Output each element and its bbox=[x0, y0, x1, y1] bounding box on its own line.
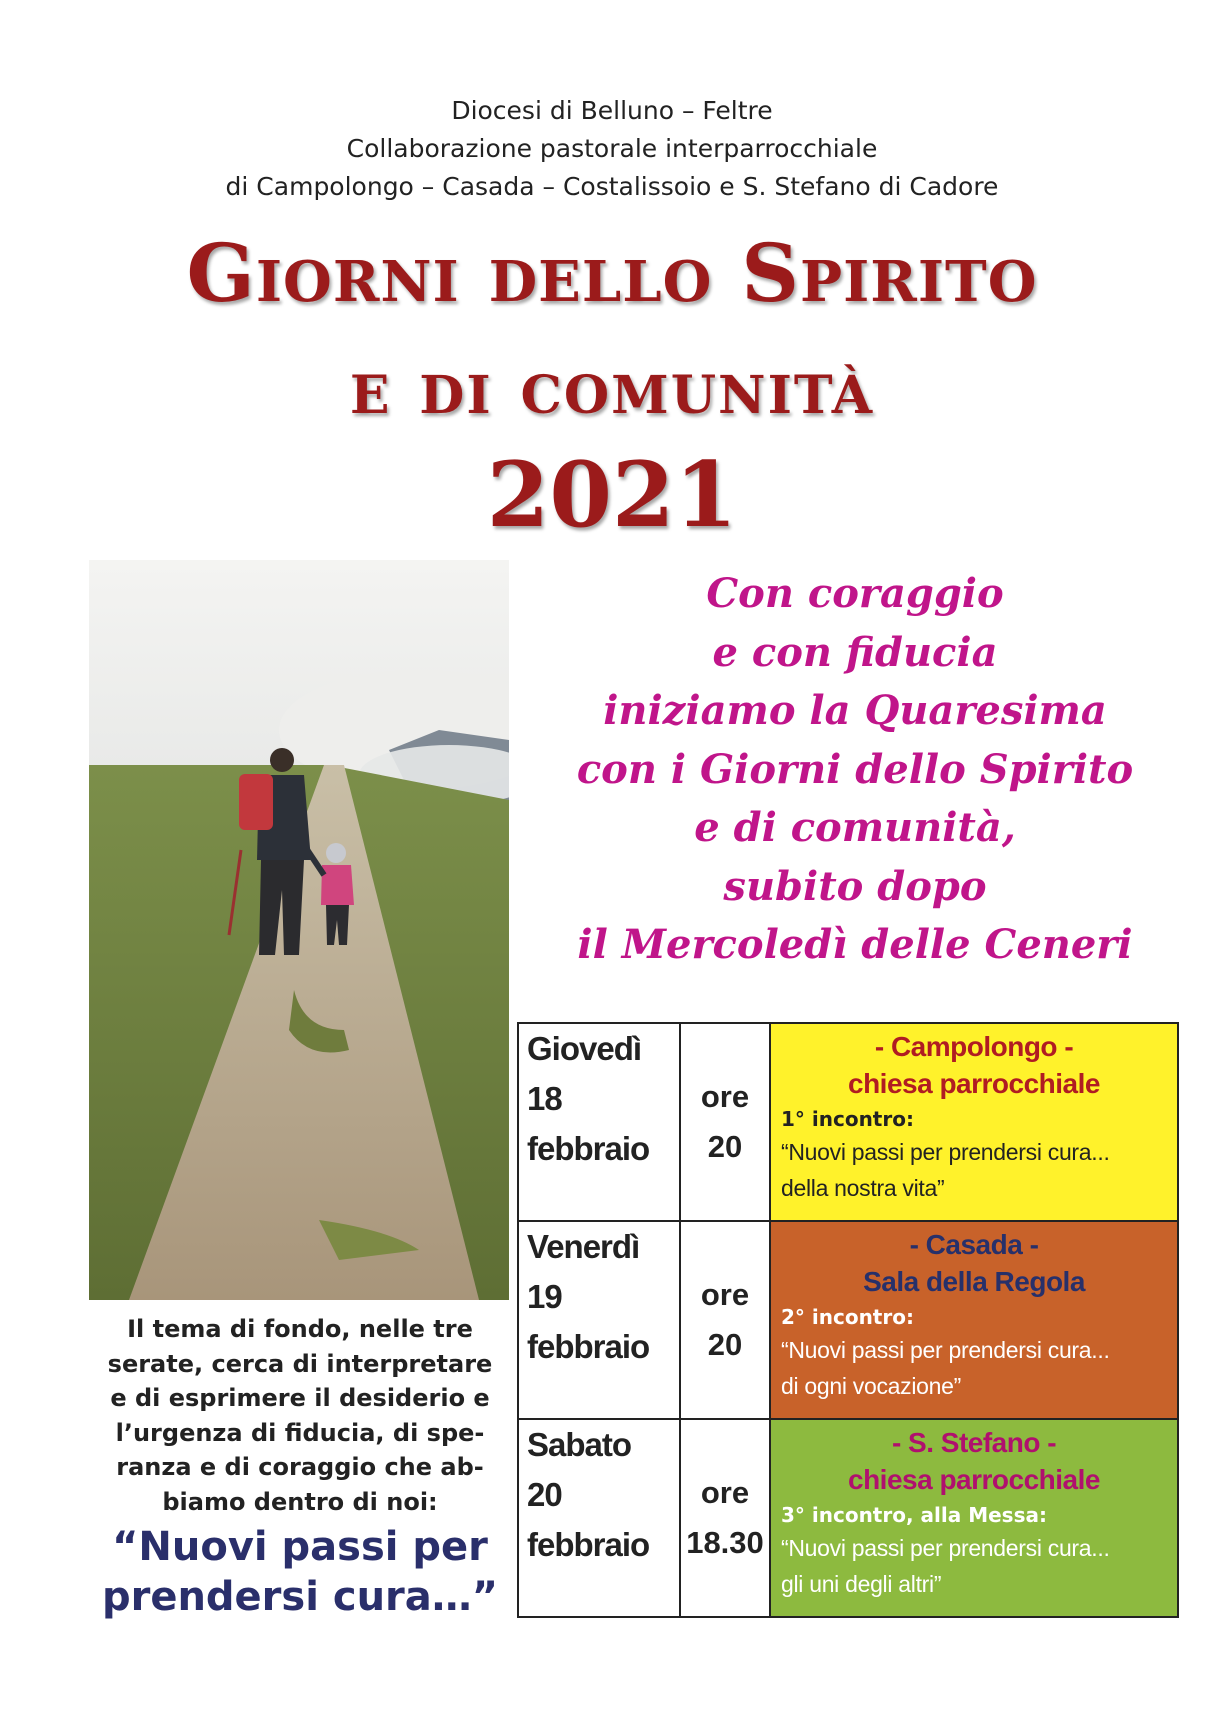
tagline bbox=[510, 565, 1200, 975]
date-cell bbox=[518, 1023, 680, 1221]
table-row bbox=[518, 1221, 1178, 1419]
meeting-label: 3° incontro, alla Messa: bbox=[781, 1503, 1047, 1527]
weekday: Giovedì bbox=[527, 1030, 642, 1067]
description-line: e di esprimere il desiderio e bbox=[110, 1384, 490, 1412]
title-year: 2021 bbox=[486, 442, 738, 548]
closing-quote-line-1: “Nuovi passi per bbox=[112, 1524, 488, 1570]
tagline-line: Con coraggio bbox=[706, 570, 1004, 617]
closing-quote bbox=[80, 1522, 520, 1622]
time-label: ore bbox=[700, 1475, 750, 1510]
day-number: 20 bbox=[527, 1476, 562, 1513]
schedule-table bbox=[517, 1022, 1179, 1618]
description-line: l’urgenza di fiducia, di spe- bbox=[115, 1418, 485, 1447]
theme-line-2: di ogni vocazione” bbox=[781, 1373, 961, 1399]
location-name: - S. Stefano - bbox=[891, 1427, 1057, 1458]
theme-description bbox=[100, 1312, 500, 1519]
theme-line-1: “Nuovi passi per prendersi cura... bbox=[781, 1139, 1110, 1165]
weekday: Venerdì bbox=[527, 1228, 640, 1265]
theme-line-1: “Nuovi passi per prendersi cura... bbox=[781, 1337, 1110, 1363]
table-row bbox=[518, 1419, 1178, 1617]
theme-line-2: gli uni degli altri” bbox=[781, 1571, 942, 1597]
venue-cell-santo-stefano bbox=[770, 1419, 1178, 1617]
closing-quote-line-2: prendersi cura…” bbox=[101, 1574, 499, 1620]
tagline-line: e con fiducia bbox=[712, 628, 998, 676]
venue-cell-casada bbox=[770, 1221, 1178, 1419]
venue-name: chiesa parrocchiale bbox=[848, 1068, 1100, 1099]
day-number: 19 bbox=[527, 1278, 562, 1315]
month: febbraio bbox=[527, 1130, 650, 1167]
description-line: biamo dentro di noi: bbox=[162, 1487, 438, 1516]
time-cell bbox=[680, 1221, 770, 1419]
description-line: ranza e di coraggio che ab- bbox=[116, 1453, 484, 1481]
venue-name: Sala della Regola bbox=[863, 1266, 1085, 1297]
time-value: 18.30 bbox=[686, 1525, 764, 1560]
month: febbraio bbox=[527, 1526, 650, 1563]
weekday: Sabato bbox=[527, 1426, 632, 1463]
title-line-1: Giorni dello Spirito bbox=[186, 226, 1038, 320]
month: febbraio bbox=[527, 1328, 650, 1365]
time-value: 20 bbox=[707, 1129, 743, 1164]
location-name: - Campolongo - bbox=[874, 1031, 1074, 1062]
location-name: - Casada - bbox=[909, 1229, 1039, 1260]
header-line-diocese: Diocesi di Belluno – Feltre bbox=[451, 96, 773, 125]
meeting-label: 2° incontro: bbox=[781, 1305, 914, 1329]
meeting-label: 1° incontro: bbox=[781, 1107, 914, 1131]
title-line-2: e di comunità bbox=[349, 345, 875, 431]
time-cell bbox=[680, 1023, 770, 1221]
date-cell bbox=[518, 1419, 680, 1617]
tagline-line: iniziamo la Quaresima bbox=[603, 687, 1107, 734]
father-and-child-on-path-photo bbox=[89, 560, 509, 1300]
description-line: Il tema di fondo, nelle tre bbox=[127, 1315, 473, 1343]
diocese-header bbox=[0, 92, 1224, 206]
time-label: ore bbox=[700, 1079, 750, 1114]
time-cell bbox=[680, 1419, 770, 1617]
time-label: ore bbox=[700, 1277, 750, 1312]
venue-cell-campolongo bbox=[770, 1023, 1178, 1221]
tagline-line: con i Giorni dello Spirito bbox=[576, 745, 1134, 793]
theme-line-2: della nostra vita” bbox=[781, 1175, 945, 1201]
tagline-line: il Mercoledì delle Ceneri bbox=[577, 921, 1133, 968]
theme-line-1: “Nuovi passi per prendersi cura... bbox=[781, 1535, 1110, 1561]
day-number: 18 bbox=[527, 1080, 562, 1117]
venue-name: chiesa parrocchiale bbox=[848, 1464, 1100, 1495]
description-line: serate, cerca di interpretare bbox=[107, 1349, 493, 1378]
tagline-line: e di comunità, bbox=[694, 804, 1016, 851]
table-row bbox=[518, 1023, 1178, 1221]
time-value: 20 bbox=[707, 1327, 743, 1362]
header-line-parishes: di Campolongo – Casada – Costalissoio e S. Stefano di Cadore bbox=[225, 172, 999, 201]
date-cell bbox=[518, 1221, 680, 1419]
tagline-line: subito dopo bbox=[723, 862, 987, 910]
header-line-collaboration: Collaborazione pastorale interparrocchiale bbox=[346, 134, 878, 163]
